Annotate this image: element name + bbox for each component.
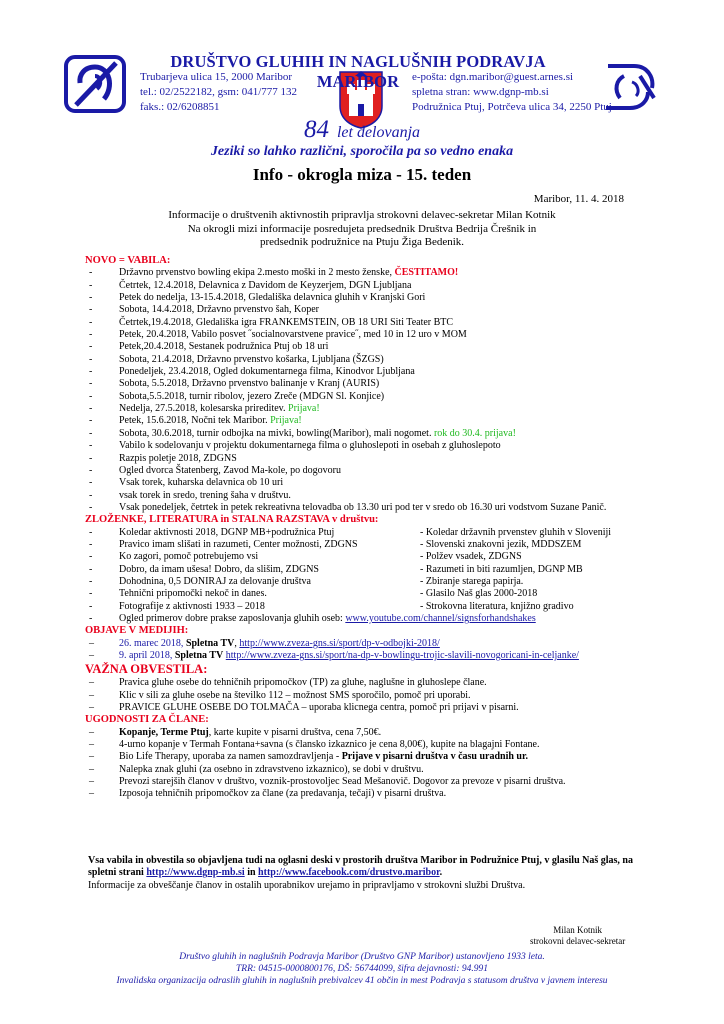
item-text: Bio Life Therapy, uporaba za namen samozdravljenja - [119, 751, 342, 763]
item-right: - Koledar državnih prvenstev gluhih v Sloveniji [420, 526, 612, 538]
list-item [85, 317, 645, 329]
document-title: Info - okrogla miza - 15. teden [252, 165, 472, 184]
section-heading-zlozenke: ZLOŽENKE, LITERATURA in STALNA RAZSTAVA v društvu: [85, 514, 379, 526]
footer-line: Društvo gluhih in naglušnih Podravja Maribor (Društvo GNP Maribor) ustanovljeno 1933 leta. [179, 952, 545, 962]
item-text: Sobota, 21.4.2018, Državno prvenstvo košarka, Ljubljana (ŠZGS) [119, 353, 384, 365]
media-link[interactable]: http://www.zveza-gns.si/sport/dp-v-odbojki-2018/ [239, 637, 440, 649]
final-notice [88, 855, 648, 892]
list-item [85, 690, 645, 702]
ear-logo-icon [64, 55, 126, 113]
item-text: Sobota,5.5.2018, turnir ribolov, jezero Zreče (MDGN Sl. Konjice) [119, 390, 385, 402]
novo-list [85, 267, 645, 514]
zlozenke-list [85, 527, 645, 626]
item-text: Vabilo k sodelovanju v projektu dokumentarnega filma o gluhoslepoti in osebah z gluhoslepoto [119, 440, 501, 452]
years-text: let delovanja [336, 124, 421, 141]
item-text: Ogled dvorca Štatenberg, Zavod Ma-kole, po dogovoru [119, 464, 341, 476]
list-item [85, 354, 645, 366]
item-left: - Dohodnina, 0,5 DONIRAJ za delovanje društva [119, 575, 311, 587]
media-link[interactable]: http://www.zveza-gns.si/sport/na-dp-v-bowlingu-trojic-slavili-novogoricani-in-celjanke/ [225, 650, 579, 661]
media-date: 26. marec 2018, [119, 637, 186, 649]
final-bold-text: Vsa vabila in obvestila so objavljena tudi na oglasni deski v prostorih društva Maribor in Podružnice Ptuj, v glasilu Naš glas, na spletni strani [88, 855, 633, 879]
item-text: Državno prvenstvo bowling ekipa 2.mesto moški in 2 mesto ženske, [119, 267, 395, 279]
list-item [85, 428, 645, 440]
list-item [85, 638, 645, 650]
item-text: Petek do nedelja, 13-15.4.2018, Gledališka delavnica gluhih v Kranjski Gori [119, 292, 426, 304]
item-text: vsak torek in sredo, trening šaha v društvu. [119, 489, 291, 501]
list-item [85, 650, 645, 662]
media-date: 9. april 2018, [119, 650, 175, 661]
list-item [85, 490, 645, 502]
signer-role: strokovni delavec-sekretar [530, 936, 626, 946]
item-text: Pravica gluhe osebe do tehničnih pripomočkov (TP) za gluhe, naglušne in gluhoslepe člane. [119, 677, 487, 689]
item-right: - Slovenski znakovni jezik, MDDSZEM [420, 538, 582, 550]
item-right: - Razumeti in biti razumljen, DGNP MB [420, 563, 583, 575]
item-left: - Fotografije z aktivnosti 1933 – 2018 [119, 600, 265, 612]
list-item [85, 677, 645, 689]
motto: Jeziki so lahko različni, sporočila pa so vedno enaka [210, 144, 514, 159]
item-left: - Dobro, da imam ušesa! Dobro, da slišim, ZDGNS [119, 563, 319, 575]
list-item [85, 341, 645, 353]
document-date: Maribor, 11. 4. 2018 [533, 193, 624, 205]
final-mid: in [244, 867, 259, 879]
item-bold: Prijave v pisarni društva v času uradnih ur. [341, 751, 529, 763]
youtube-link[interactable]: www.youtube.com/channel/signsforhandshakes [345, 612, 536, 624]
item-text: Četrtek, 12.4.2018, Delavnica z Davidom de Keyzerjem, DGN Ljubljana [119, 279, 412, 291]
footer-line: TRR: 04515-0000800176, DŠ: 56744099, šifra dejavnosti: 94.991 [235, 964, 488, 975]
item-left: - Koledar aktivnosti 2018, DGNP MB+podružnica Ptuj [119, 526, 335, 538]
list-item [85, 751, 645, 763]
item-text: Nalepka znak gluhi (za osebno in zdravstveno izkaznico), se dobi v društvu. [119, 763, 424, 775]
list-item [85, 267, 645, 279]
list-item [85, 601, 645, 613]
list-item [85, 776, 645, 788]
ugodnosti-list [85, 727, 645, 801]
item-highlight: rok do 30.4. prijava! [433, 427, 516, 439]
list-item [85, 378, 645, 390]
footer-line: Invalidska organizacija odraslih gluhih in naglušnih prebivalcev 41 občin in mest Podravja s statusom društva v javnem interesu [116, 976, 608, 987]
list-item [85, 788, 645, 800]
item-text: Petek,20.4.2018, Sestanek podružnica Ptuj ob 18 uri [119, 341, 329, 353]
item-text: Ogled primerov dobre prakse zaposlovanja gluhih oseb: [119, 612, 346, 624]
list-item [85, 403, 645, 415]
item-bold: Kopanje, Terme Ptuj [119, 726, 209, 738]
list-item [85, 527, 645, 539]
final-end: . [439, 867, 443, 879]
list-item [85, 329, 645, 341]
list-item [85, 727, 645, 739]
vazna-list [85, 677, 645, 714]
list-item [85, 564, 645, 576]
item-text: , karte kupite v pisarni društva, cena 7,50€. [208, 726, 382, 738]
list-item [85, 613, 645, 625]
item-text: Nedelja, 27.5.2018, kolesarska prireditev. [119, 403, 289, 415]
item-text: Klic v sili za gluhe osebe na številko 112 – možnost SMS sporočilo, pomoč pri uporabi. [119, 689, 471, 701]
phone-line: tel.: 02/2522182, gsm: 041/777 132 [140, 86, 298, 98]
signature-block [530, 925, 625, 947]
list-item [85, 415, 645, 427]
list-item [85, 292, 645, 304]
objave-list [85, 638, 645, 663]
item-left: - Ko zagori, pomoč potrebujemo vsi [119, 551, 259, 563]
item-text: Vsak ponedeljek, četrtek in petek rekreativna telovadba ob 13.30 uri pod ter v sredo ob 16.30 uri vodstvom Suzane Panič. [119, 501, 607, 513]
item-text: Izposoja tehničnih pripomočkov za člane (za predavanja, tečaji) v pisarni društva. [119, 788, 447, 800]
item-right: - Polžev vsadek, ZDGNS [420, 551, 522, 563]
contact-right [412, 70, 612, 115]
media-source: Spletna TV [185, 637, 235, 649]
organization-title: DRUŠTVO GLUHIH IN NAGLUŠNIH PODRAVJA MARIBOR [170, 52, 546, 91]
main-content [85, 255, 645, 801]
fax-line: faks.: 02/6208851 [140, 101, 220, 113]
list-item [85, 702, 645, 714]
list-item [85, 304, 645, 316]
list-item [85, 576, 645, 588]
item-left: - Pravico imam slišati in razumeti, Center možnosti, ZDGNS [119, 538, 358, 550]
final-note: Informacije za obveščanje članov in ostalih uporabnikov urejamo in pripravljamo v strokovni službi Društva. [88, 879, 526, 891]
item-text: Razpis poletje 2018, ZDGNS [119, 452, 237, 464]
item-text: Petek, 15.6.2018, Nočni tek Maribor. [119, 415, 271, 427]
list-item [85, 440, 645, 452]
section-heading-ugodnosti: UGODNOSTI ZA ČLANE: [85, 714, 209, 726]
item-text: Sobota, 14.4.2018, Državno prvenstvo šah, Koper [119, 304, 319, 316]
address-line: Trubarjeva ulica 15, 2000 Maribor [140, 71, 293, 83]
signer-name: Milan Kotnik [553, 925, 602, 935]
item-text: Petek, 20.4.2018, Vabilo posvet ˝socialnovarstvene pravice˝, med 10 in 12 uro v MOM [119, 329, 467, 341]
intro-text [0, 209, 724, 250]
website-link[interactable]: http://www.dgnp-mb.si [146, 867, 245, 879]
list-item [85, 477, 645, 489]
section-heading-vazna: VAŽNA OBVESTILA: [85, 662, 208, 677]
footer [0, 951, 724, 988]
item-highlight: ČESTITAMO! [394, 267, 459, 279]
media-source: Spletna TV [174, 650, 224, 661]
list-item [85, 453, 645, 465]
list-item [85, 764, 645, 776]
intro-line: Informacije o društvenih aktivnostih pripravlja strokovni delavec-sekretar Milan Kotnik [168, 209, 556, 221]
list-item [85, 465, 645, 477]
list-item [85, 502, 645, 514]
item-text: Prevozi starejših članov v društvo, voznik-prostovoljec Sead Mešanovič. Dogovor za prevoze v pisarni društva. [119, 776, 566, 788]
intro-line: Na okrogli mizi informacije posredujeta predsednik Društva Bedrija Črešnik in [187, 222, 537, 235]
contact-left [140, 70, 297, 115]
item-text: Sobota, 30.6.2018, turnir odbojka na mivki, bowling(Maribor), mali nogomet. [119, 427, 434, 439]
item-highlight: Prijava! [288, 403, 320, 415]
item-left: - Tehnični pripomočki nekoč in danes. [119, 588, 267, 600]
branch-line: Podružnica Ptuj, Potrčeva ulica 34, 2250 Ptuj [412, 101, 612, 113]
item-text: Vsak torek, kuharska delavnica ob 10 uri [119, 477, 284, 489]
section-heading-novo: NOVO = VABILA: [85, 255, 171, 266]
item-highlight: Prijava! [270, 415, 302, 427]
list-item [85, 391, 645, 403]
email-line[interactable]: e-pošta: dgn.maribor@guest.arnes.si [412, 71, 574, 83]
website-line[interactable]: spletna stran: www.dgnp-mb.si [412, 86, 549, 98]
item-text: PRAVICE GLUHE OSEBE DO TOLMAČA – uporaba klicnega centra, pomoč pri prijavi v pisarni. [119, 702, 519, 714]
item-right: - Strokovna literatura, knjižno gradivo [420, 600, 574, 612]
years-number: 84 [303, 116, 329, 143]
list-item [85, 366, 645, 378]
list-item [85, 539, 645, 551]
item-right: - Zbiranje starega papirja. [420, 575, 524, 587]
facebook-link[interactable]: http://www.facebook.com/drustvo.maribor [258, 867, 440, 879]
years-banner [0, 116, 724, 144]
item-text: Četrtek,19.4.2018, Gledališka igra FRANKEMSTEIN, OB 18 URI Siti Teater BTC [119, 316, 454, 328]
intro-line: predsednik podružnice na Ptuju Žiga Bedenik. [259, 236, 465, 248]
list-item [85, 551, 645, 563]
item-right: - Glasilo Naš glas 2000-2018 [420, 588, 538, 600]
list-item [85, 280, 645, 292]
item-text: Sobota, 5.5.2018, Državno prvenstvo balinanje v Kranj (AURIS) [119, 378, 380, 390]
section-heading-objave: OBJAVE V MEDIJIH: [85, 625, 189, 637]
item-text: Ponedeljek, 23.4.2018, Ogled dokumentarnega filma, Kinodvor Ljubljana [119, 366, 415, 378]
media-sep: , [234, 637, 240, 649]
item-text: 4-urno kopanje v Termah Fontana+savna (s člansko izkaznico je cena 8,00€), kupite na blagajni Fontane. [119, 739, 540, 751]
list-item [85, 588, 645, 600]
list-item [85, 739, 645, 751]
